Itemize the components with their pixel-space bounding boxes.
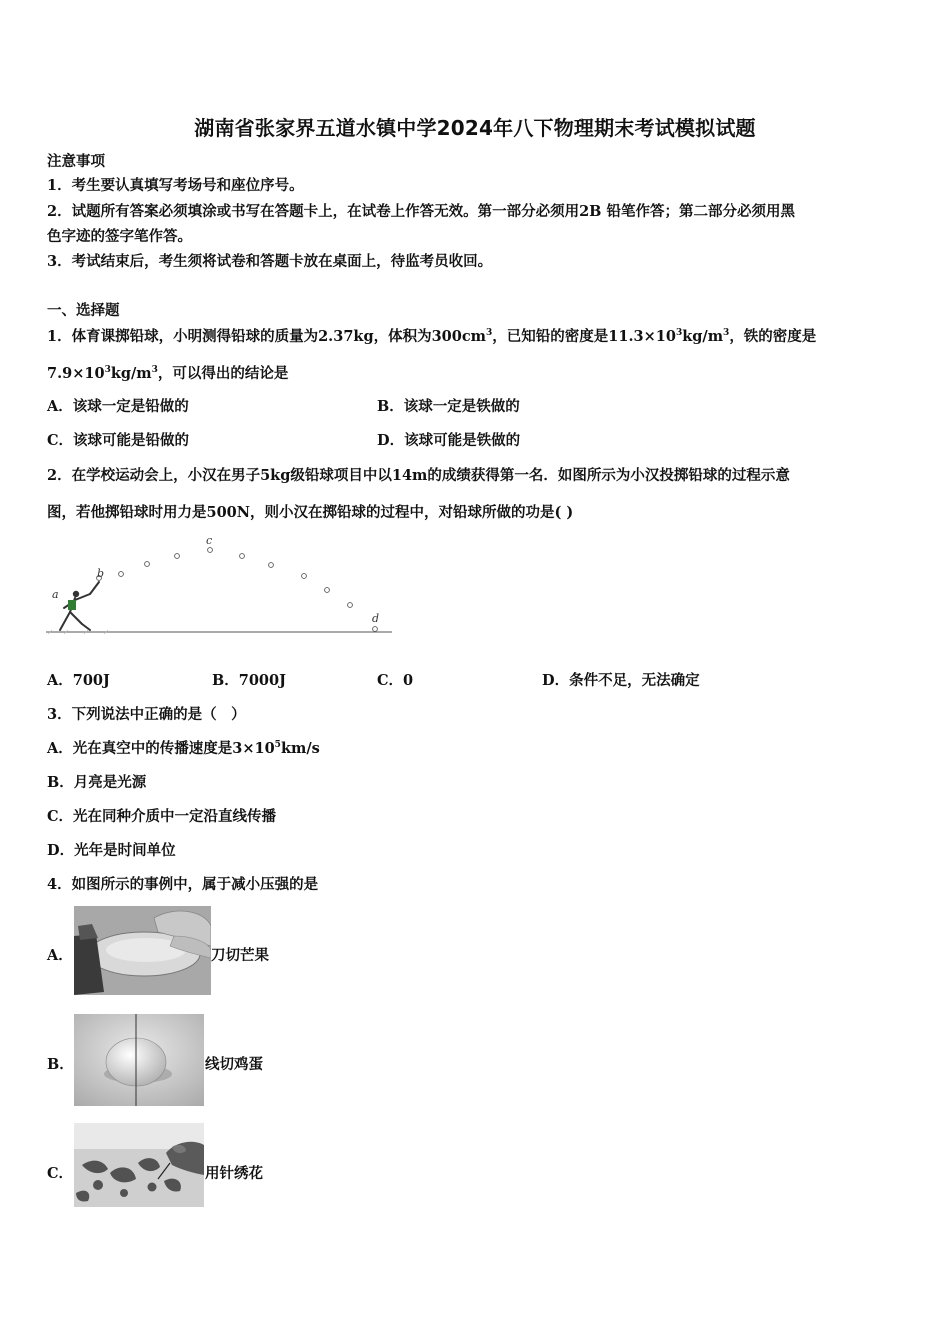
notice-item: 2．试题所有答案必须填涂或书写在答题卡上，在试卷上作答无效。第一部分必须用2B 铅笔作答；第二部分必须用黑: [47, 203, 795, 220]
trajectory-point: [269, 563, 274, 568]
q1-option-b: B．该球一定是铁做的: [377, 398, 520, 415]
notice-item: 3．考试结束后，考生须将试卷和答题卡放在桌面上，待监考员收回。: [47, 253, 493, 270]
q1-option-a: A．该球一定是铅做的: [47, 398, 189, 415]
label-a: a: [52, 588, 59, 601]
q2-option-c: C．0: [377, 672, 414, 689]
q3-option-d: D．光年是时间单位: [47, 842, 176, 859]
q4-option-c-letter: C．: [47, 1165, 74, 1182]
egg-cutting-photo: [74, 1014, 204, 1106]
q1-stem-line1: 1．体育课掷铅球，小明测得铅球的质量为2.37kg，体积为$300cm^3$，已知铅的密度是$11.3\times 10^3kg/m^3$，铁的密度是: [47, 328, 817, 345]
trajectory-point: [373, 627, 378, 632]
trajectory: [97, 548, 378, 632]
trajectory-point: [145, 562, 150, 567]
q4-option-b-letter: B．: [47, 1056, 74, 1073]
q1-stem-line2: $7.9\times 10^3kg/m^3$，可以得出的结论是: [47, 365, 289, 382]
q4-option-a-caption: 刀切芒果: [211, 947, 269, 964]
trajectory-point: [302, 574, 307, 579]
embroidery-photo: [74, 1123, 204, 1207]
page-title: 湖南省张家界五道水镇中学2024年八下物理期末考试模拟试题: [194, 116, 756, 140]
q3-option-a: A．光在真空中的传播速度是$3\times 10^5km/s$: [47, 740, 320, 757]
q1-option-d: D．该球可能是铁做的: [377, 432, 521, 449]
athlete-icon: [60, 582, 99, 630]
label-d: d: [372, 612, 380, 625]
q4-option-a-letter: A．: [47, 947, 73, 964]
q2-option-b: B．7000J: [212, 672, 286, 689]
notice-item: 色字迹的签字笔作答。: [47, 228, 192, 245]
q4-stem: 4．如图所示的事例中，属于减小压强的是: [47, 876, 319, 893]
trajectory-point: [325, 588, 330, 593]
mango-cutting-photo: [74, 906, 211, 995]
shot-put-figure: [44, 532, 396, 640]
q2-option-a: A．700J: [47, 672, 110, 689]
trajectory-point: [175, 554, 180, 559]
q1-option-c: C．该球可能是铅做的: [47, 432, 190, 449]
trajectory-point: [119, 572, 124, 577]
trajectory-point: [348, 603, 353, 608]
label-c: c: [206, 534, 213, 547]
trajectory-point: [240, 554, 245, 559]
q3-option-c: C．光在同种介质中一定沿直线传播: [47, 808, 277, 825]
trajectory-point: [208, 548, 213, 553]
notice-item: 1．考生要认真填写考场号和座位序号。: [47, 177, 304, 194]
section-heading: 一、选择题: [47, 302, 120, 319]
q4-option-c-caption: 用针绣花: [205, 1165, 263, 1182]
q2-stem-line2: 图，若他掷铅球时用力是500N，则小汉在掷铅球的过程中，对铅球所做的功是( ): [47, 504, 574, 521]
notice-heading: 注意事项: [47, 153, 105, 170]
q4-option-b-caption: 线切鸡蛋: [205, 1056, 263, 1073]
q2-option-d: D．条件不足，无法确定: [542, 672, 700, 689]
q3-option-b: B．月亮是光源: [47, 774, 147, 791]
label-b: b: [97, 567, 105, 580]
q2-stem-line1: 2．在学校运动会上，小汉在男子5kg级铅球项目中以14m的成绩获得第一名．如图所示为小汉投掷铅球的过程示意: [47, 467, 790, 484]
q3-stem: 3．下列说法中正确的是（ ）: [47, 706, 246, 723]
